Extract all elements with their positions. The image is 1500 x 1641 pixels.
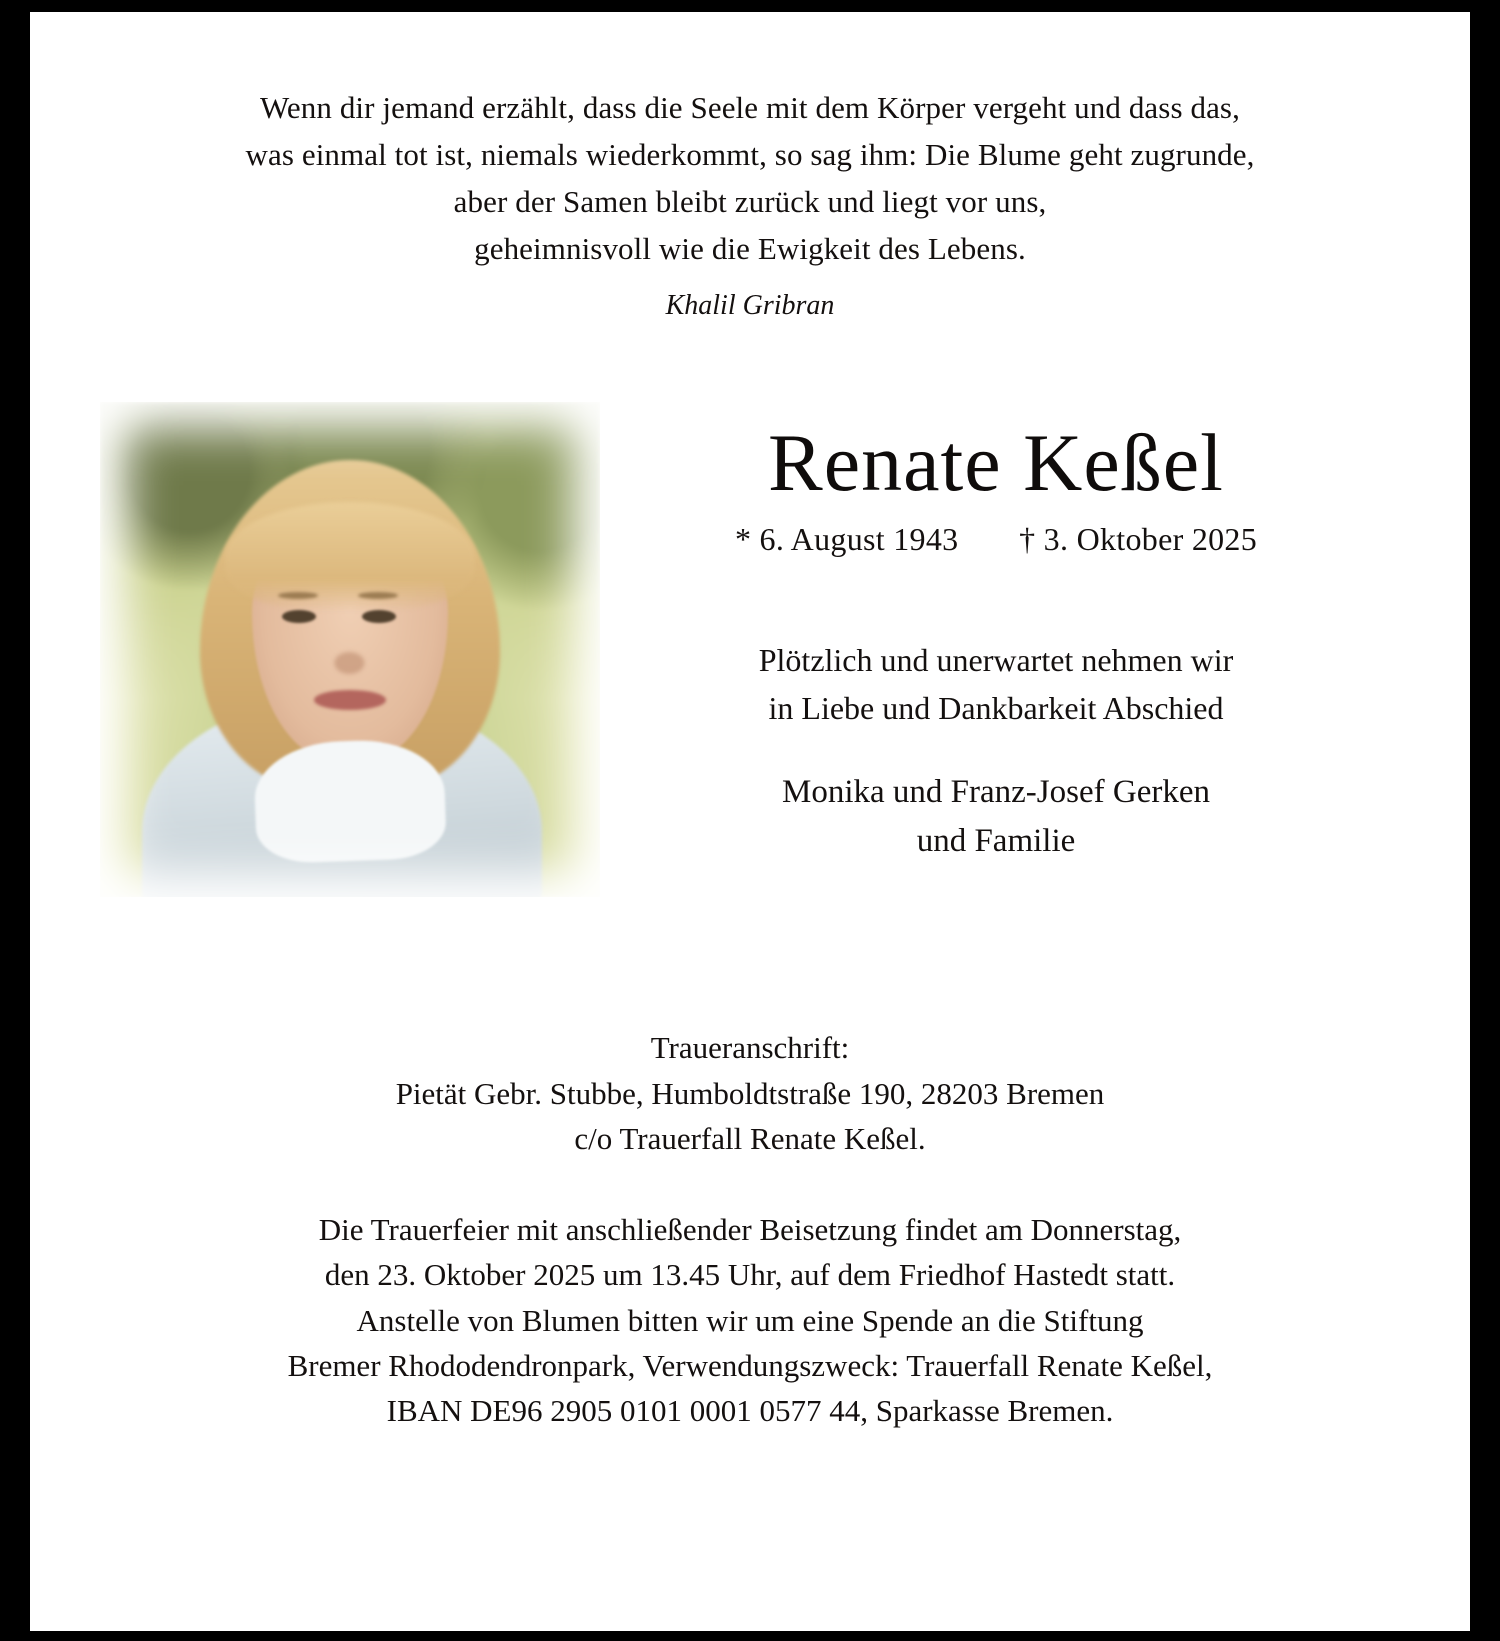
mourning-address-block xyxy=(90,1025,1410,1161)
mourners-text xyxy=(570,768,1422,867)
ceremony-line-2: den 23. Oktober 2025 um 13.45 Uhr, auf dem Friedhof Hastedt statt. xyxy=(324,1257,1176,1293)
portrait-nose xyxy=(334,652,364,674)
mourning-address-line-2: c/o Trauerfall Renate Keßel. xyxy=(574,1120,926,1156)
mourners-line-1: Monika und Franz-Josef Gerken xyxy=(782,773,1210,810)
ceremony-line-1: Die Trauerfeier mit anschließender Beisetzung findet am Donnerstag, xyxy=(318,1212,1182,1248)
farewell-line-1: Plötzlich und unerwartet nehmen wir xyxy=(758,641,1234,678)
quote-line-3: aber der Samen bleibt zurück und liegt vor uns, xyxy=(453,184,1047,220)
portrait-fringe xyxy=(225,502,475,612)
life-dates xyxy=(570,521,1422,558)
portrait-photo xyxy=(100,402,600,897)
quote-author: Khalil Gribran xyxy=(665,290,835,322)
farewell-text xyxy=(570,636,1422,732)
quote-line-2: was einmal tot ist, niemals wiederkommt, so sag ihm: Die Blume geht zugrunde, xyxy=(245,137,1255,173)
mourning-address-label: Traueranschrift: xyxy=(650,1030,850,1066)
name-column xyxy=(570,402,1470,866)
portrait-collar xyxy=(253,738,447,865)
birth-date: * 6. August 1943 xyxy=(734,520,959,557)
death-date: † 3. Oktober 2025 xyxy=(1019,520,1258,557)
mourning-address-line-1: Pietät Gebr. Stubbe, Humboldtstraße 190, 28203 Bremen xyxy=(395,1075,1105,1111)
donation-line-2: Bremer Rhododendronpark, Verwendungszweck: Trauerfall Renate Keßel, xyxy=(287,1347,1213,1383)
quote-block xyxy=(30,12,1470,322)
portrait-photo-container xyxy=(30,402,570,897)
mourners-line-2: und Familie xyxy=(916,823,1076,860)
portrait-mouth xyxy=(314,690,386,710)
farewell-line-2: in Liebe und Dankbarkeit Abschied xyxy=(768,689,1224,726)
lower-information-block xyxy=(30,1025,1470,1433)
deceased-name: Renate Keßel xyxy=(768,417,1224,509)
quote-line-1: Wenn dir jemand erzählt, dass die Seele mit dem Körper vergeht und dass das, xyxy=(260,90,1240,125)
ceremony-block xyxy=(90,1207,1410,1298)
portrait-and-name-section xyxy=(30,402,1470,897)
quote-line-4: geheimnisvoll wie die Ewigkeit des Lebens. xyxy=(474,231,1026,267)
donation-block xyxy=(90,1298,1410,1434)
donation-line-3: IBAN DE96 2905 0101 0001 0577 44, Sparkasse Bremen. xyxy=(386,1393,1114,1429)
obituary-card xyxy=(30,12,1470,1631)
donation-line-1: Anstelle von Blumen bitten wir um eine Spende an die Stiftung xyxy=(356,1302,1144,1338)
